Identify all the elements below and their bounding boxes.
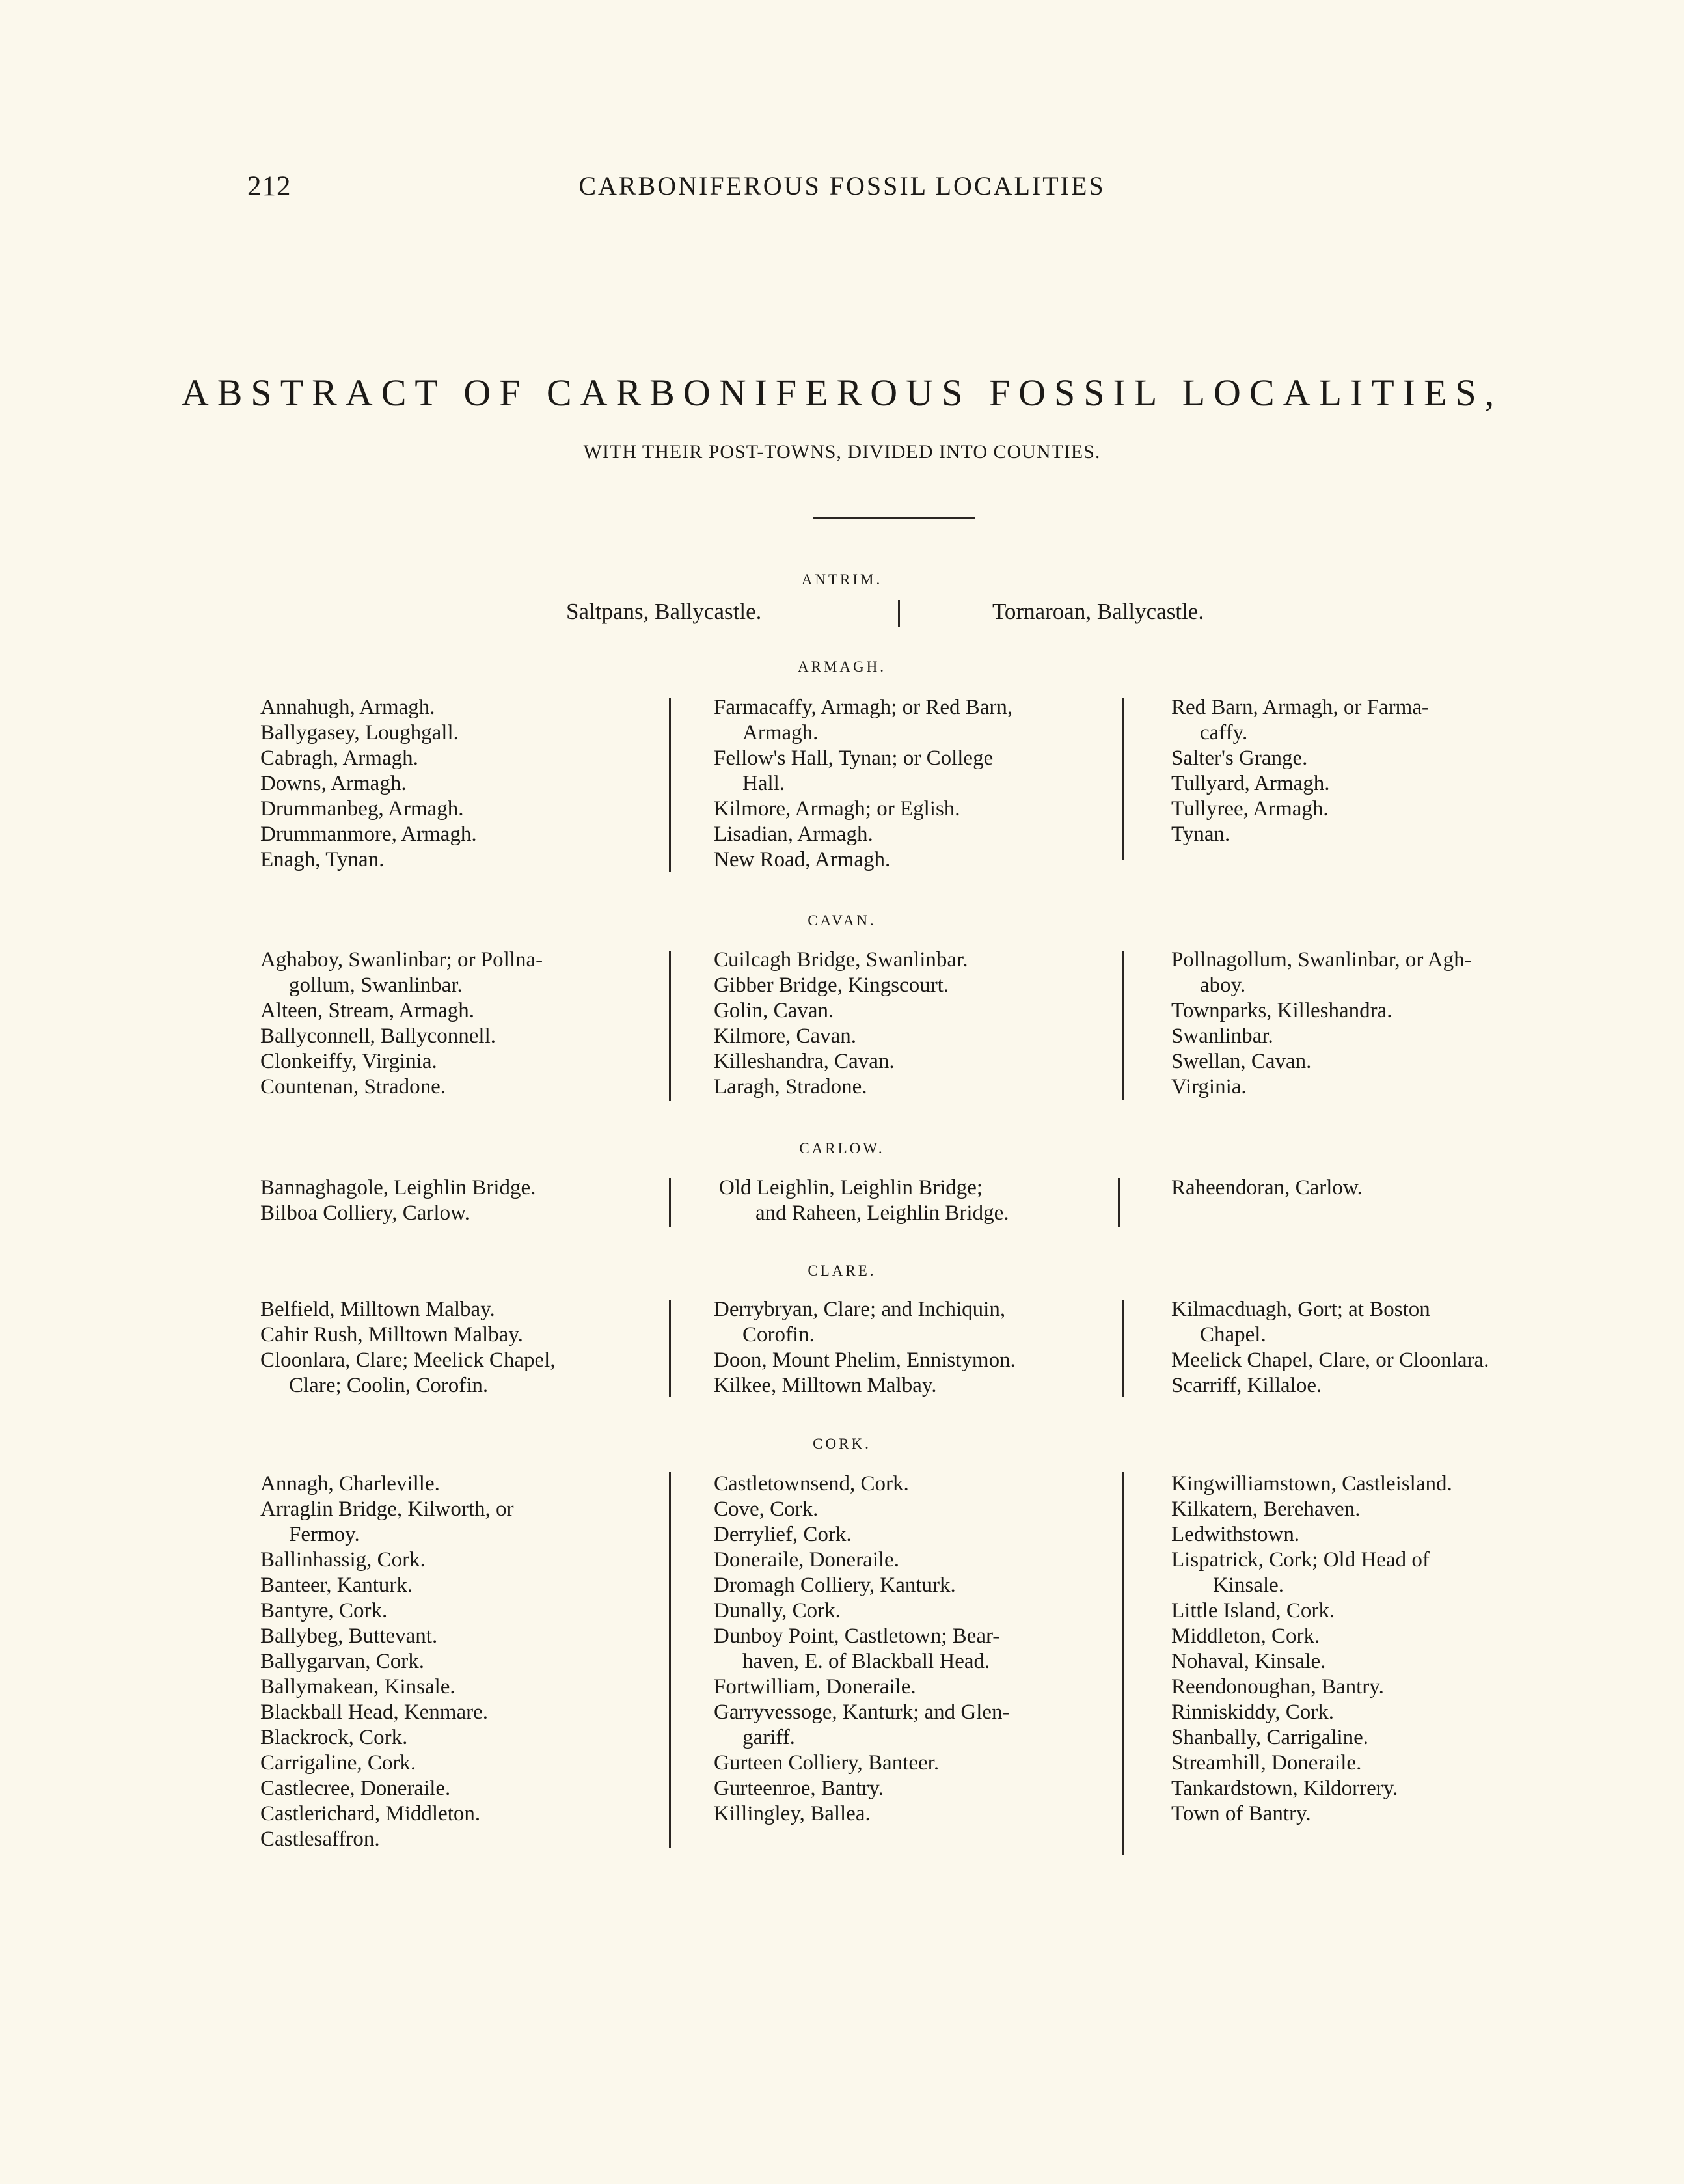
locality-entry: Ballygasey, Loughgall. bbox=[260, 721, 459, 744]
locality-entry: Kingwilliamstown, Castleisland. bbox=[1171, 1472, 1452, 1495]
column-divider bbox=[669, 698, 671, 872]
locality-entry: Castlerichard, Middleton. bbox=[260, 1802, 481, 1825]
locality-entry: Castlesaffron. bbox=[260, 1827, 380, 1851]
locality-entry-continued: gariff. bbox=[742, 1726, 795, 1749]
locality-entry: Cahir Rush, Milltown Malbay. bbox=[260, 1323, 523, 1346]
locality-entry-continued: Corofin. bbox=[742, 1323, 815, 1346]
county-heading-cork: CORK. bbox=[813, 1436, 871, 1452]
locality-entry: Streamhill, Doneraile. bbox=[1171, 1751, 1362, 1775]
county-heading-antrim: ANTRIM. bbox=[801, 571, 883, 588]
antrim-entry-right: Tornaroan, Ballycastle. bbox=[992, 599, 1204, 624]
locality-entry: Downs, Armagh. bbox=[260, 772, 407, 795]
county-heading-carlow: CARLOW. bbox=[799, 1140, 885, 1156]
locality-entry: Doon, Mount Phelim, Ennistymon. bbox=[714, 1348, 1016, 1372]
locality-entry: Dromagh Colliery, Kanturk. bbox=[714, 1574, 956, 1597]
locality-entry: Tankardstown, Kildorrery. bbox=[1171, 1777, 1398, 1800]
locality-entry: Ballybeg, Buttevant. bbox=[260, 1624, 438, 1648]
locality-entry: Blackrock, Cork. bbox=[260, 1726, 408, 1749]
locality-entry: Scarriff, Killaloe. bbox=[1171, 1374, 1322, 1397]
locality-entry: Kilkee, Milltown Malbay. bbox=[714, 1374, 937, 1397]
locality-entry: Townparks, Killeshandra. bbox=[1171, 999, 1392, 1022]
locality-entry-continued: Chapel. bbox=[1200, 1323, 1266, 1346]
column-divider bbox=[669, 951, 671, 1101]
column-divider bbox=[1122, 1472, 1124, 1855]
carlow-column-2 bbox=[719, 1175, 1122, 1226]
locality-entry: Meelick Chapel, Clare, or Cloonlara. bbox=[1171, 1348, 1489, 1372]
locality-entry: Town of Bantry. bbox=[1171, 1802, 1311, 1825]
locality-entry: Salter's Grange. bbox=[1171, 746, 1308, 770]
locality-entry: Lispatrick, Cork; Old Head of bbox=[1171, 1548, 1430, 1572]
locality-entry-continued: Hall. bbox=[742, 772, 785, 795]
locality-entry: Little Island, Cork. bbox=[1171, 1599, 1335, 1622]
locality-entry: Aghaboy, Swanlinbar; or Pollna- bbox=[260, 948, 543, 972]
locality-entry: Drummanbeg, Armagh. bbox=[260, 797, 464, 821]
locality-entry: Virginia. bbox=[1171, 1075, 1247, 1099]
cork-column-2 bbox=[714, 1471, 1117, 1827]
locality-entry-continued: Kinsale. bbox=[1213, 1574, 1284, 1597]
cork-column-3 bbox=[1171, 1471, 1555, 1827]
locality-entry: Lisadian, Armagh. bbox=[714, 823, 873, 846]
locality-entry: Red Barn, Armagh, or Farma- bbox=[1171, 696, 1429, 719]
locality-entry: Annagh, Charleville. bbox=[260, 1472, 440, 1495]
clare-column-2 bbox=[714, 1297, 1117, 1399]
locality-entry: Ballyconnell, Ballyconnell. bbox=[260, 1024, 496, 1048]
locality-entry: Kilmacduagh, Gort; at Boston bbox=[1171, 1298, 1430, 1321]
locality-entry-continued: gollum, Swanlinbar. bbox=[289, 974, 463, 997]
locality-entry: Kilmore, Armagh; or Eglish. bbox=[714, 797, 960, 821]
locality-entry: Kilmore, Cavan. bbox=[714, 1024, 857, 1048]
armagh-column-1 bbox=[260, 695, 657, 873]
locality-entry: Countenan, Stradone. bbox=[260, 1075, 446, 1099]
locality-entry: Carrigaline, Cork. bbox=[260, 1751, 416, 1775]
locality-entry: Gurteenroe, Bantry. bbox=[714, 1777, 884, 1800]
locality-entry: Bilboa Colliery, Carlow. bbox=[260, 1201, 470, 1225]
locality-entry: Fellow's Hall, Tynan; or College bbox=[714, 746, 994, 770]
county-heading-armagh: ARMAGH. bbox=[798, 659, 886, 675]
locality-entry: Rinniskiddy, Cork. bbox=[1171, 1700, 1334, 1724]
locality-entry: Ballygarvan, Cork. bbox=[260, 1650, 425, 1673]
locality-entry: Castletownsend, Cork. bbox=[714, 1472, 909, 1495]
page-title: ABSTRACT OF CARBONIFEROUS FOSSIL LOCALITIES, bbox=[181, 372, 1503, 414]
locality-entry: Gurteen Colliery, Banteer. bbox=[714, 1751, 940, 1775]
locality-entry: Middleton, Cork. bbox=[1171, 1624, 1320, 1648]
locality-entry: Tullyard, Armagh. bbox=[1171, 772, 1330, 795]
armagh-column-2 bbox=[714, 695, 1117, 873]
locality-entry: Bannaghagole, Leighlin Bridge. bbox=[260, 1176, 536, 1199]
locality-entry: Killingley, Ballea. bbox=[714, 1802, 871, 1825]
running-head: CARBONIFEROUS FOSSIL LOCALITIES bbox=[578, 171, 1106, 200]
locality-entry: Drummanmore, Armagh. bbox=[260, 823, 477, 846]
locality-entry: Laragh, Stradone. bbox=[714, 1075, 867, 1099]
locality-entry: Derrylief, Cork. bbox=[714, 1523, 852, 1546]
cavan-column-2 bbox=[714, 948, 1117, 1100]
locality-entry: Clonkeiffy, Virginia. bbox=[260, 1050, 437, 1073]
title-divider bbox=[813, 517, 975, 519]
locality-entry: Farmacaffy, Armagh; or Red Barn, bbox=[714, 696, 1013, 719]
locality-entry: Castlecree, Doneraile. bbox=[260, 1777, 451, 1800]
locality-entry: Killeshandra, Cavan. bbox=[714, 1050, 895, 1073]
locality-entry: Shanbally, Carrigaline. bbox=[1171, 1726, 1369, 1749]
column-divider bbox=[1122, 698, 1124, 860]
locality-entry: Nohaval, Kinsale. bbox=[1171, 1650, 1326, 1673]
locality-entry: Bantyre, Cork. bbox=[260, 1599, 388, 1622]
locality-entry-continued: and Raheen, Leighlin Bridge. bbox=[755, 1201, 1009, 1225]
locality-entry: Dunally, Cork. bbox=[714, 1599, 841, 1622]
locality-entry: Annahugh, Armagh. bbox=[260, 696, 435, 719]
locality-entry: Old Leighlin, Leighlin Bridge; bbox=[719, 1176, 983, 1199]
armagh-column-3 bbox=[1171, 695, 1555, 847]
antrim-entry-left: Saltpans, Ballycastle. bbox=[566, 599, 762, 624]
locality-entry: Blackball Head, Kenmare. bbox=[260, 1700, 489, 1724]
carlow-column-1 bbox=[260, 1175, 657, 1226]
cavan-column-3 bbox=[1171, 948, 1555, 1100]
locality-entry: Reendonoughan, Bantry. bbox=[1171, 1675, 1384, 1699]
locality-entry: Swanlinbar. bbox=[1171, 1024, 1273, 1048]
column-divider bbox=[1122, 951, 1124, 1100]
locality-entry: Belfield, Milltown Malbay. bbox=[260, 1298, 495, 1321]
page-subtitle: WITH THEIR POST-TOWNS, DIVIDED INTO COUNTIES. bbox=[583, 441, 1101, 463]
clare-column-3 bbox=[1171, 1297, 1555, 1399]
locality-entry: Dunboy Point, Castletown; Bear- bbox=[714, 1624, 1000, 1648]
locality-entry: Tynan. bbox=[1171, 823, 1230, 846]
column-divider bbox=[669, 1178, 671, 1227]
column-divider bbox=[669, 1472, 671, 1848]
locality-entry: Cabragh, Armagh. bbox=[260, 746, 418, 770]
column-divider bbox=[1118, 1178, 1120, 1227]
locality-entry: Banteer, Kanturk. bbox=[260, 1574, 413, 1597]
cavan-column-1 bbox=[260, 948, 657, 1100]
locality-entry: Raheendoran, Carlow. bbox=[1171, 1176, 1363, 1199]
locality-entry: Cuilcagh Bridge, Swanlinbar. bbox=[714, 948, 968, 972]
locality-entry-continued: caffy. bbox=[1200, 721, 1248, 744]
clare-column-1 bbox=[260, 1297, 657, 1399]
cork-column-1 bbox=[260, 1471, 657, 1852]
locality-entry: Fortwilliam, Doneraile. bbox=[714, 1675, 916, 1699]
locality-entry-continued: Fermoy. bbox=[289, 1523, 360, 1546]
county-heading-cavan: CAVAN. bbox=[808, 912, 876, 929]
locality-entry-continued: Clare; Coolin, Corofin. bbox=[289, 1374, 489, 1397]
column-divider bbox=[1122, 1300, 1124, 1397]
page-number: 212 bbox=[247, 171, 292, 202]
locality-entry: Arraglin Bridge, Kilworth, or bbox=[260, 1497, 514, 1521]
locality-entry: Derrybryan, Clare; and Inchiquin, bbox=[714, 1298, 1006, 1321]
locality-entry: Ledwithstown. bbox=[1171, 1523, 1300, 1546]
locality-entry: Enagh, Tynan. bbox=[260, 848, 385, 871]
column-divider bbox=[898, 600, 900, 627]
county-heading-clare: CLARE. bbox=[808, 1263, 876, 1279]
locality-entry: New Road, Armagh. bbox=[714, 848, 891, 871]
locality-entry: Kilkatern, Berehaven. bbox=[1171, 1497, 1361, 1521]
locality-entry: Garryvessoge, Kanturk; and Glen- bbox=[714, 1700, 1010, 1724]
locality-entry: Ballinhassig, Cork. bbox=[260, 1548, 426, 1572]
locality-entry: Cove, Cork. bbox=[714, 1497, 819, 1521]
locality-entry: Alteen, Stream, Armagh. bbox=[260, 999, 475, 1022]
locality-entry-continued: haven, E. of Blackball Head. bbox=[742, 1650, 990, 1673]
locality-entry: Doneraile, Doneraile. bbox=[714, 1548, 899, 1572]
locality-entry-continued: Armagh. bbox=[742, 721, 819, 744]
locality-entry: Tullyree, Armagh. bbox=[1171, 797, 1329, 821]
locality-entry: Ballymakean, Kinsale. bbox=[260, 1675, 455, 1699]
locality-entry: Golin, Cavan. bbox=[714, 999, 834, 1022]
locality-entry: Pollnagollum, Swanlinbar, or Agh- bbox=[1171, 948, 1472, 972]
carlow-column-3 bbox=[1171, 1175, 1555, 1201]
column-divider bbox=[669, 1300, 671, 1397]
locality-entry: Swellan, Cavan. bbox=[1171, 1050, 1312, 1073]
locality-entry: Gibber Bridge, Kingscourt. bbox=[714, 974, 949, 997]
locality-entry: Cloonlara, Clare; Meelick Chapel, bbox=[260, 1348, 556, 1372]
locality-entry-continued: aboy. bbox=[1200, 974, 1246, 997]
